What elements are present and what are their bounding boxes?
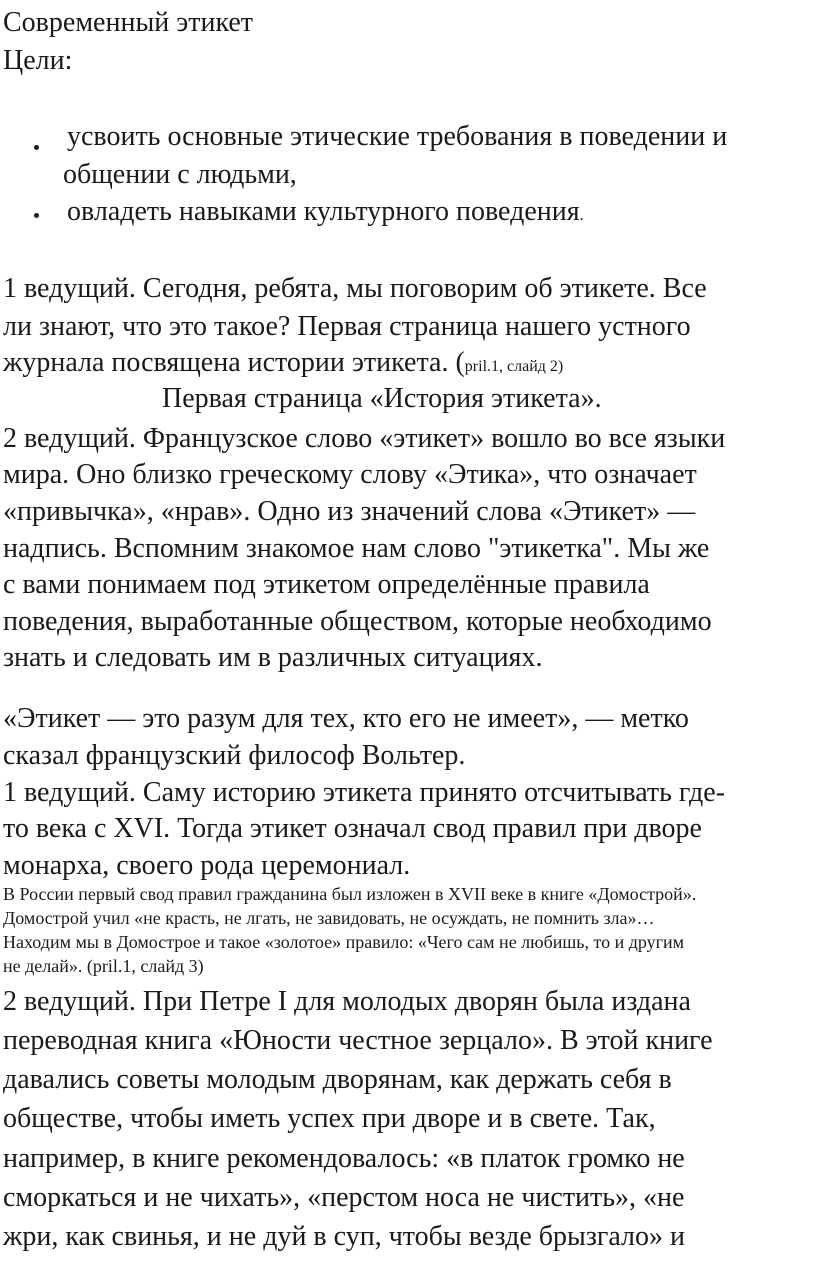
text-line: журнала посвящена истории этикета. (pril.1, слайд 2) xyxy=(3,347,564,378)
goal-text-line: овладеть навыками культурного поведения. xyxy=(67,196,584,227)
text-line: 2 ведущий. Французское слово «этикет» вошло во все языки xyxy=(3,423,726,454)
text-line: например, в книге рекомендовалось: «в платок громко не xyxy=(3,1143,685,1174)
bullet-icon xyxy=(34,213,39,218)
goal-text-line: общении с людьми, xyxy=(63,159,297,190)
text-line: не делай». (pril.1, слайд 3) xyxy=(3,956,204,976)
text-line: ли знают, что это такое? Первая страница нашего устного xyxy=(3,311,691,342)
text-line: монарха, своего рода церемониал. xyxy=(3,850,411,881)
text-line: обществе, чтобы иметь успех при дворе и в свете. Так, xyxy=(3,1103,656,1134)
text-line: поведения, выработанные обществом, которые необходимо xyxy=(3,606,712,637)
text-line: 1 ведущий. Саму историю этикета принято отсчитывать где- xyxy=(3,777,726,808)
goals-label: Цели: xyxy=(3,45,73,76)
document-title: Современный этикет xyxy=(3,7,254,38)
text-line: В России первый свод правил гражданина был изложен в XVII веке в книге «Домострой». xyxy=(3,884,697,904)
goal-text-line: усвоить основные этические требования в поведении и xyxy=(67,121,728,152)
text-line: жри, как свинья, и не дуй в суп, чтобы везде брызгало» и xyxy=(3,1221,685,1252)
text-line: 1 ведущий. Сегодня, ребята, мы поговорим об этикете. Все xyxy=(3,273,707,304)
text-line: Домострой учил «не красть, не лгать, не завидовать, не осуждать, не помнить зла»… xyxy=(3,908,655,928)
text-line: надпись. Вспомним знакомое нам слово "этикетка". Мы же xyxy=(3,533,710,564)
section-heading: Первая страница «История этикета». xyxy=(162,383,602,414)
text-line: сморкаться и не чихать», «перстом носа не чистить», «не xyxy=(3,1182,685,1213)
text-line: давались советы молодым дворянам, как держать себя в xyxy=(3,1064,672,1095)
text-line: знать и следовать им в различных ситуациях. xyxy=(3,642,543,673)
bullet-icon xyxy=(34,145,39,150)
text-line: Находим мы в Домострое и такое «золотое» правило: «Чего сам не любишь, то и другим xyxy=(3,932,685,952)
text-line: то века с XVI. Тогда этикет означал свод правил при дворе xyxy=(3,813,702,844)
text-line: 2 ведущий. При Петре I для молодых дворян была издана xyxy=(3,986,691,1017)
text-line: сказал французский философ Вольтер. xyxy=(3,740,466,771)
text-line: «привычка», «нрав». Одно из значений слова «Этикет» — xyxy=(3,496,696,527)
text-line: с вами понимаем под этикетом определённые правила xyxy=(3,569,650,600)
text-line: мира. Оно близко греческому слову «Этика», что означает xyxy=(3,459,697,490)
text-line: переводная книга «Юности честное зерцало». В этой книге xyxy=(3,1025,713,1056)
text-line: «Этикет — это разум для тех, кто его не имеет», — метко xyxy=(3,703,689,734)
